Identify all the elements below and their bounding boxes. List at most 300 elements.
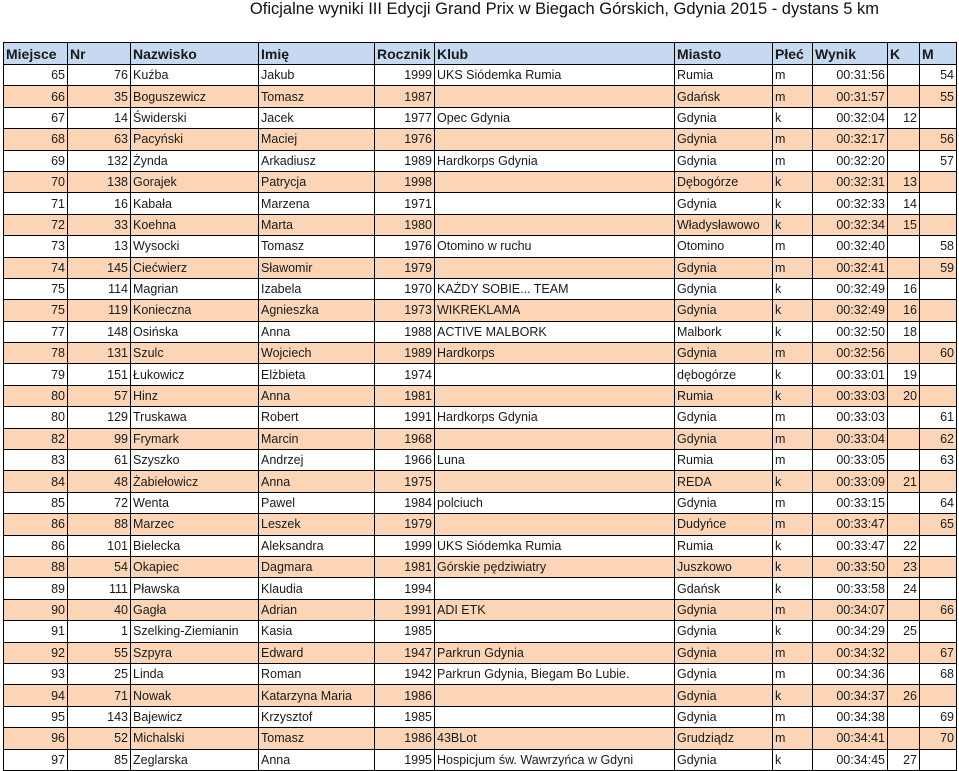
cell-bib: 101 bbox=[68, 535, 131, 556]
cell-k-rank bbox=[888, 642, 920, 663]
table-row bbox=[4, 728, 957, 749]
table-row bbox=[4, 514, 957, 535]
cell-surname: Kuźba bbox=[131, 65, 259, 86]
cell-club: UKS Siódemka Rumia bbox=[435, 535, 675, 556]
cell-birth-year: 1976 bbox=[375, 236, 435, 257]
cell-result: 00:34:38 bbox=[813, 706, 888, 727]
cell-result: 00:33:01 bbox=[813, 364, 888, 385]
cell-gender: m bbox=[773, 599, 813, 620]
cell-first-name: Anna bbox=[259, 471, 375, 492]
cell-m-rank bbox=[920, 193, 957, 214]
cell-gender: m bbox=[773, 428, 813, 449]
cell-place: 90 bbox=[4, 599, 68, 620]
cell-gender: k bbox=[773, 471, 813, 492]
cell-club bbox=[435, 193, 675, 214]
cell-club: Hospicjum św. Wawrzyńca w Gdyni bbox=[435, 749, 675, 770]
cell-bib: 33 bbox=[68, 214, 131, 235]
header-row bbox=[4, 43, 957, 65]
cell-city: Gdynia bbox=[675, 428, 773, 449]
cell-birth-year: 1998 bbox=[375, 171, 435, 192]
cell-place: 73 bbox=[4, 236, 68, 257]
cell-m-rank bbox=[920, 556, 957, 577]
cell-city: dębogórze bbox=[675, 364, 773, 385]
cell-birth-year: 1976 bbox=[375, 129, 435, 150]
cell-city: Gdynia bbox=[675, 749, 773, 770]
cell-k-rank: 24 bbox=[888, 578, 920, 599]
cell-club: Hardkorps Gdynia bbox=[435, 150, 675, 171]
cell-result: 00:34:41 bbox=[813, 728, 888, 749]
cell-gender: m bbox=[773, 236, 813, 257]
cell-bib: 131 bbox=[68, 343, 131, 364]
cell-surname: Wenta bbox=[131, 492, 259, 513]
cell-club: UKS Siódemka Rumia bbox=[435, 65, 675, 86]
cell-birth-year: 1989 bbox=[375, 343, 435, 364]
cell-club: Hardkorps bbox=[435, 343, 675, 364]
table-row bbox=[4, 450, 957, 471]
cell-m-rank: 64 bbox=[920, 492, 957, 513]
cell-bib: 114 bbox=[68, 278, 131, 299]
column-header-club: Klub bbox=[435, 43, 675, 65]
cell-city: Gdynia bbox=[675, 621, 773, 642]
cell-surname: Szulc bbox=[131, 343, 259, 364]
cell-gender: k bbox=[773, 300, 813, 321]
cell-bib: 25 bbox=[68, 663, 131, 684]
cell-gender: k bbox=[773, 321, 813, 342]
table-row bbox=[4, 300, 957, 321]
cell-place: 94 bbox=[4, 685, 68, 706]
cell-result: 00:33:47 bbox=[813, 535, 888, 556]
cell-surname: Bajewicz bbox=[131, 706, 259, 727]
cell-first-name: Marcin bbox=[259, 428, 375, 449]
cell-result: 00:34:45 bbox=[813, 749, 888, 770]
table-row bbox=[4, 107, 957, 128]
table-row bbox=[4, 621, 957, 642]
cell-city: Gdynia bbox=[675, 599, 773, 620]
cell-surname: Kabała bbox=[131, 193, 259, 214]
cell-surname: Świderski bbox=[131, 107, 259, 128]
cell-surname: Szyszko bbox=[131, 450, 259, 471]
table-row bbox=[4, 428, 957, 449]
cell-city: Gdynia bbox=[675, 257, 773, 278]
cell-club: Hardkorps Gdynia bbox=[435, 407, 675, 428]
cell-first-name: Robert bbox=[259, 407, 375, 428]
cell-m-rank bbox=[920, 278, 957, 299]
cell-surname: Boguszewicz bbox=[131, 86, 259, 107]
table-row bbox=[4, 86, 957, 107]
cell-k-rank bbox=[888, 492, 920, 513]
cell-gender: m bbox=[773, 129, 813, 150]
cell-first-name: Agnieszka bbox=[259, 300, 375, 321]
cell-first-name: Krzysztof bbox=[259, 706, 375, 727]
cell-place: 74 bbox=[4, 257, 68, 278]
cell-result: 00:33:05 bbox=[813, 450, 888, 471]
cell-bib: 132 bbox=[68, 150, 131, 171]
cell-k-rank bbox=[888, 728, 920, 749]
table-row bbox=[4, 599, 957, 620]
cell-place: 93 bbox=[4, 663, 68, 684]
cell-club bbox=[435, 86, 675, 107]
cell-place: 86 bbox=[4, 514, 68, 535]
cell-place: 82 bbox=[4, 428, 68, 449]
cell-m-rank bbox=[920, 535, 957, 556]
cell-m-rank: 69 bbox=[920, 706, 957, 727]
cell-gender: m bbox=[773, 65, 813, 86]
cell-result: 00:32:41 bbox=[813, 257, 888, 278]
cell-bib: 48 bbox=[68, 471, 131, 492]
cell-place: 70 bbox=[4, 171, 68, 192]
cell-result: 00:32:50 bbox=[813, 321, 888, 342]
cell-surname: Koehna bbox=[131, 214, 259, 235]
cell-city: Gdynia bbox=[675, 492, 773, 513]
cell-city: Rumia bbox=[675, 450, 773, 471]
cell-k-rank: 25 bbox=[888, 621, 920, 642]
cell-m-rank: 70 bbox=[920, 728, 957, 749]
cell-place: 97 bbox=[4, 749, 68, 770]
cell-result: 00:32:31 bbox=[813, 171, 888, 192]
cell-place: 69 bbox=[4, 150, 68, 171]
cell-m-rank: 68 bbox=[920, 663, 957, 684]
cell-surname: Nowak bbox=[131, 685, 259, 706]
cell-k-rank bbox=[888, 706, 920, 727]
cell-surname: Michalski bbox=[131, 728, 259, 749]
cell-result: 00:34:29 bbox=[813, 621, 888, 642]
cell-bib: 57 bbox=[68, 385, 131, 406]
cell-birth-year: 1987 bbox=[375, 86, 435, 107]
cell-k-rank: 18 bbox=[888, 321, 920, 342]
cell-surname: Żabiełowicz bbox=[131, 471, 259, 492]
cell-gender: k bbox=[773, 749, 813, 770]
cell-club: Opec Gdynia bbox=[435, 107, 675, 128]
cell-k-rank: 19 bbox=[888, 364, 920, 385]
cell-first-name: Adrian bbox=[259, 599, 375, 620]
cell-place: 84 bbox=[4, 471, 68, 492]
cell-result: 00:33:09 bbox=[813, 471, 888, 492]
cell-first-name: Patrycja bbox=[259, 171, 375, 192]
cell-result: 00:32:04 bbox=[813, 107, 888, 128]
cell-surname: Magrian bbox=[131, 278, 259, 299]
cell-bib: 71 bbox=[68, 685, 131, 706]
cell-k-rank: 13 bbox=[888, 171, 920, 192]
cell-result: 00:33:50 bbox=[813, 556, 888, 577]
results-body bbox=[4, 65, 957, 771]
cell-m-rank bbox=[920, 364, 957, 385]
cell-city: Gdańsk bbox=[675, 86, 773, 107]
cell-result: 00:32:17 bbox=[813, 129, 888, 150]
cell-city: Dębogórze bbox=[675, 171, 773, 192]
cell-surname: Gagła bbox=[131, 599, 259, 620]
cell-first-name: Tomasz bbox=[259, 86, 375, 107]
cell-city: Władysławowo bbox=[675, 214, 773, 235]
cell-k-rank bbox=[888, 65, 920, 86]
cell-result: 00:33:58 bbox=[813, 578, 888, 599]
cell-city: Malbork bbox=[675, 321, 773, 342]
cell-m-rank: 66 bbox=[920, 599, 957, 620]
cell-gender: m bbox=[773, 150, 813, 171]
cell-gender: m bbox=[773, 663, 813, 684]
cell-result: 00:32:49 bbox=[813, 300, 888, 321]
cell-surname: Zeglarska bbox=[131, 749, 259, 770]
cell-first-name: Elżbieta bbox=[259, 364, 375, 385]
cell-first-name: Marzena bbox=[259, 193, 375, 214]
cell-birth-year: 1986 bbox=[375, 728, 435, 749]
cell-city: Gdynia bbox=[675, 129, 773, 150]
cell-place: 96 bbox=[4, 728, 68, 749]
cell-birth-year: 1979 bbox=[375, 257, 435, 278]
cell-first-name: Tomasz bbox=[259, 728, 375, 749]
cell-gender: k bbox=[773, 535, 813, 556]
cell-k-rank: 16 bbox=[888, 278, 920, 299]
cell-m-rank: 60 bbox=[920, 343, 957, 364]
cell-city: Gdynia bbox=[675, 193, 773, 214]
cell-club bbox=[435, 706, 675, 727]
cell-first-name: Anna bbox=[259, 385, 375, 406]
cell-bib: 55 bbox=[68, 642, 131, 663]
cell-first-name: Maciej bbox=[259, 129, 375, 150]
cell-birth-year: 1974 bbox=[375, 364, 435, 385]
cell-birth-year: 1947 bbox=[375, 642, 435, 663]
cell-result: 00:32:49 bbox=[813, 278, 888, 299]
cell-first-name: Aleksandra bbox=[259, 535, 375, 556]
cell-club: ACTIVE MALBORK bbox=[435, 321, 675, 342]
cell-birth-year: 1980 bbox=[375, 214, 435, 235]
cell-first-name: Klaudia bbox=[259, 578, 375, 599]
cell-city: Rumia bbox=[675, 385, 773, 406]
cell-surname: Osińska bbox=[131, 321, 259, 342]
cell-k-rank: 14 bbox=[888, 193, 920, 214]
cell-first-name: Pawel bbox=[259, 492, 375, 513]
cell-city: Rumia bbox=[675, 535, 773, 556]
cell-city: Juszkowo bbox=[675, 556, 773, 577]
cell-club bbox=[435, 621, 675, 642]
cell-surname: Szpyra bbox=[131, 642, 259, 663]
cell-m-rank bbox=[920, 300, 957, 321]
cell-gender: m bbox=[773, 257, 813, 278]
cell-bib: 129 bbox=[68, 407, 131, 428]
cell-city: Gdynia bbox=[675, 706, 773, 727]
cell-gender: k bbox=[773, 193, 813, 214]
cell-first-name: Andrzej bbox=[259, 450, 375, 471]
cell-first-name: Izabela bbox=[259, 278, 375, 299]
cell-k-rank: 12 bbox=[888, 107, 920, 128]
cell-gender: m bbox=[773, 492, 813, 513]
cell-surname: Truskawa bbox=[131, 407, 259, 428]
cell-m-rank: 63 bbox=[920, 450, 957, 471]
cell-surname: Linda bbox=[131, 663, 259, 684]
cell-surname: Ciećwierz bbox=[131, 257, 259, 278]
cell-city: REDA bbox=[675, 471, 773, 492]
cell-first-name: Tomasz bbox=[259, 236, 375, 257]
cell-place: 86 bbox=[4, 535, 68, 556]
cell-bib: 35 bbox=[68, 86, 131, 107]
cell-birth-year: 1999 bbox=[375, 535, 435, 556]
table-row bbox=[4, 578, 957, 599]
cell-gender: k bbox=[773, 171, 813, 192]
cell-result: 00:32:40 bbox=[813, 236, 888, 257]
cell-birth-year: 1995 bbox=[375, 749, 435, 770]
cell-bib: 63 bbox=[68, 129, 131, 150]
cell-club bbox=[435, 471, 675, 492]
cell-place: 65 bbox=[4, 65, 68, 86]
cell-m-rank bbox=[920, 685, 957, 706]
results-table-wrapper bbox=[3, 42, 956, 771]
cell-bib: 16 bbox=[68, 193, 131, 214]
cell-first-name: Arkadiusz bbox=[259, 150, 375, 171]
cell-city: Gdynia bbox=[675, 343, 773, 364]
cell-result: 00:33:04 bbox=[813, 428, 888, 449]
cell-birth-year: 1970 bbox=[375, 278, 435, 299]
cell-bib: 111 bbox=[68, 578, 131, 599]
cell-place: 92 bbox=[4, 642, 68, 663]
cell-result: 00:32:33 bbox=[813, 193, 888, 214]
cell-club: Górskie pędziwiatry bbox=[435, 556, 675, 577]
table-row bbox=[4, 471, 957, 492]
cell-first-name: Sławomir bbox=[259, 257, 375, 278]
table-row bbox=[4, 278, 957, 299]
cell-birth-year: 1985 bbox=[375, 621, 435, 642]
cell-bib: 40 bbox=[68, 599, 131, 620]
cell-place: 78 bbox=[4, 343, 68, 364]
cell-first-name: Roman bbox=[259, 663, 375, 684]
cell-place: 91 bbox=[4, 621, 68, 642]
cell-surname: Okapiec bbox=[131, 556, 259, 577]
cell-place: 72 bbox=[4, 214, 68, 235]
cell-club bbox=[435, 129, 675, 150]
cell-city: Gdynia bbox=[675, 407, 773, 428]
cell-k-rank bbox=[888, 407, 920, 428]
cell-k-rank: 15 bbox=[888, 214, 920, 235]
cell-birth-year: 1977 bbox=[375, 107, 435, 128]
cell-first-name: Jakub bbox=[259, 65, 375, 86]
cell-club bbox=[435, 514, 675, 535]
cell-bib: 72 bbox=[68, 492, 131, 513]
cell-k-rank bbox=[888, 236, 920, 257]
cell-gender: k bbox=[773, 621, 813, 642]
cell-birth-year: 1994 bbox=[375, 578, 435, 599]
cell-gender: k bbox=[773, 556, 813, 577]
cell-club bbox=[435, 578, 675, 599]
table-row bbox=[4, 150, 957, 171]
cell-gender: m bbox=[773, 407, 813, 428]
cell-birth-year: 1988 bbox=[375, 321, 435, 342]
cell-gender: k bbox=[773, 364, 813, 385]
cell-bib: 151 bbox=[68, 364, 131, 385]
cell-birth-year: 1985 bbox=[375, 706, 435, 727]
cell-gender: m bbox=[773, 514, 813, 535]
cell-k-rank: 26 bbox=[888, 685, 920, 706]
table-row bbox=[4, 343, 957, 364]
cell-first-name: Anna bbox=[259, 321, 375, 342]
column-header-city: Miasto bbox=[675, 43, 773, 65]
cell-m-rank: 57 bbox=[920, 150, 957, 171]
cell-club: Parkrun Gdynia bbox=[435, 642, 675, 663]
table-row bbox=[4, 535, 957, 556]
cell-m-rank: 61 bbox=[920, 407, 957, 428]
cell-result: 00:34:07 bbox=[813, 599, 888, 620]
cell-gender: m bbox=[773, 86, 813, 107]
cell-surname: Wysocki bbox=[131, 236, 259, 257]
cell-bib: 61 bbox=[68, 450, 131, 471]
table-row bbox=[4, 407, 957, 428]
cell-m-rank bbox=[920, 621, 957, 642]
cell-city: Dudyńce bbox=[675, 514, 773, 535]
cell-bib: 148 bbox=[68, 321, 131, 342]
cell-gender: k bbox=[773, 385, 813, 406]
cell-place: 88 bbox=[4, 556, 68, 577]
cell-gender: m bbox=[773, 728, 813, 749]
table-row bbox=[4, 236, 957, 257]
cell-k-rank bbox=[888, 428, 920, 449]
cell-club: Otomino w ruchu bbox=[435, 236, 675, 257]
cell-city: Gdynia bbox=[675, 300, 773, 321]
table-row bbox=[4, 642, 957, 663]
column-header-m-rank: M bbox=[920, 43, 957, 65]
cell-m-rank: 54 bbox=[920, 65, 957, 86]
cell-m-rank: 56 bbox=[920, 129, 957, 150]
table-row bbox=[4, 257, 957, 278]
cell-first-name: Katarzyna Maria bbox=[259, 685, 375, 706]
column-header-k-rank: K bbox=[888, 43, 920, 65]
cell-result: 00:32:34 bbox=[813, 214, 888, 235]
cell-gender: k bbox=[773, 685, 813, 706]
cell-result: 00:31:56 bbox=[813, 65, 888, 86]
cell-club: Parkrun Gdynia, Biegam Bo Lubie. bbox=[435, 663, 675, 684]
cell-place: 85 bbox=[4, 492, 68, 513]
cell-surname: Frymark bbox=[131, 428, 259, 449]
cell-k-rank bbox=[888, 599, 920, 620]
cell-result: 00:34:37 bbox=[813, 685, 888, 706]
cell-birth-year: 1973 bbox=[375, 300, 435, 321]
column-header-surname: Nazwisko bbox=[131, 43, 259, 65]
cell-result: 00:33:15 bbox=[813, 492, 888, 513]
cell-result: 00:33:47 bbox=[813, 514, 888, 535]
cell-city: Gdynia bbox=[675, 685, 773, 706]
cell-club: 43BLot bbox=[435, 728, 675, 749]
cell-birth-year: 1975 bbox=[375, 471, 435, 492]
cell-surname: Łukowicz bbox=[131, 364, 259, 385]
cell-m-rank bbox=[920, 107, 957, 128]
cell-club bbox=[435, 428, 675, 449]
table-row bbox=[4, 364, 957, 385]
column-header-result: Wynik bbox=[813, 43, 888, 65]
table-row bbox=[4, 193, 957, 214]
column-header-birth-year: Rocznik bbox=[375, 43, 435, 65]
cell-k-rank bbox=[888, 514, 920, 535]
cell-m-rank bbox=[920, 214, 957, 235]
cell-surname: Hinz bbox=[131, 385, 259, 406]
cell-result: 00:33:03 bbox=[813, 407, 888, 428]
cell-club: polciuch bbox=[435, 492, 675, 513]
cell-club bbox=[435, 214, 675, 235]
cell-place: 75 bbox=[4, 300, 68, 321]
cell-place: 66 bbox=[4, 86, 68, 107]
table-row bbox=[4, 385, 957, 406]
cell-bib: 52 bbox=[68, 728, 131, 749]
cell-k-rank bbox=[888, 663, 920, 684]
cell-club: Luna bbox=[435, 450, 675, 471]
cell-k-rank: 23 bbox=[888, 556, 920, 577]
cell-bib: 13 bbox=[68, 236, 131, 257]
cell-place: 75 bbox=[4, 278, 68, 299]
cell-birth-year: 1999 bbox=[375, 65, 435, 86]
table-row bbox=[4, 749, 957, 770]
cell-birth-year: 1986 bbox=[375, 685, 435, 706]
column-header-gender: Płeć bbox=[773, 43, 813, 65]
cell-birth-year: 1981 bbox=[375, 556, 435, 577]
cell-k-rank bbox=[888, 129, 920, 150]
column-header-bib: Nr bbox=[68, 43, 131, 65]
cell-first-name: Anna bbox=[259, 749, 375, 770]
cell-surname: Marzec bbox=[131, 514, 259, 535]
